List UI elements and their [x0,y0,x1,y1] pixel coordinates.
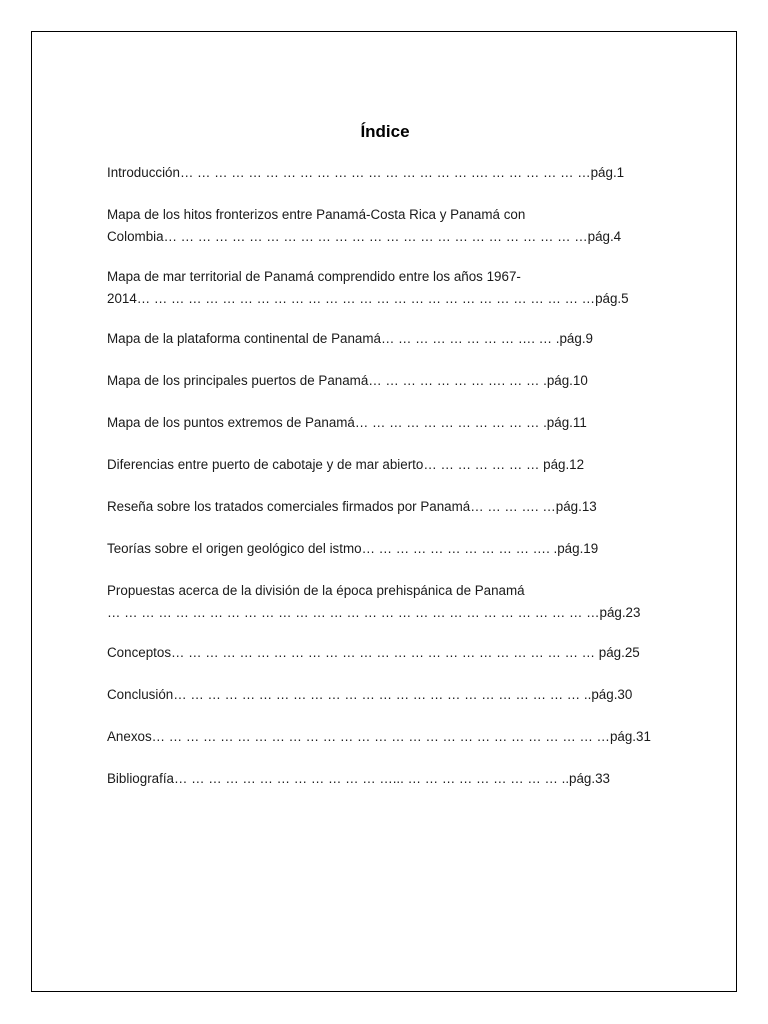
toc-entry [107,538,667,560]
toc-entry-line: Mapa de los principales puertos de Panamá… … … … … … … …. … … .pág.10 [107,373,588,388]
toc-entry-line: Diferencias entre puerto de cabotaje y de mar abierto… … … … … … … pág.12 [107,457,585,472]
document-page [31,31,737,992]
toc-entry [107,412,667,434]
toc-entry [107,768,667,790]
toc-entry [107,642,667,664]
toc-entry [107,266,667,310]
toc-entry-line: Teorías sobre el origen geológico del istmo… … … … … … … … … … …. .pág.19 [107,541,599,556]
toc-entry [107,162,667,184]
page-title: Índice [360,122,410,141]
toc-entry [107,684,667,706]
toc-entry-line: Mapa de los hitos fronterizos entre Panamá-Costa Rica y Panamá con [107,207,526,222]
toc-entry [107,580,667,624]
toc-entry-line: Conclusión… … … … … … … … … … … … … … … … … … … … … … … … ..pág.30 [107,687,633,702]
toc-entry-line: Bibliografía… … … … … … … … … … … … …... … … … … … … … … … ..pág.33 [107,771,610,786]
toc-entry-line: Mapa de los puntos extremos de Panamá… … … … … … … … … … … .pág.11 [107,415,587,430]
toc-entry [107,370,667,392]
toc-entry-line: Reseña sobre los tratados comerciales firmados por Panamá… … … …. …pág.13 [107,499,597,514]
toc-list [107,162,667,810]
toc-entry-line: 2014… … … … … … … … … … … … … … … … … … … … … … … … … … …pág.5 [107,291,629,306]
toc-entry [107,328,667,350]
toc-entry-line: Propuestas acerca de la división de la época prehispánica de Panamá [107,583,525,598]
toc-entry [107,454,667,476]
toc-entry-line: Mapa de mar territorial de Panamá comprendido entre los años 1967- [107,269,521,284]
toc-entry-line: Mapa de la plataforma continental de Panamá… … … … … … … … …. … .pág.9 [107,331,593,346]
toc-entry [107,204,667,248]
toc-entry [107,496,667,518]
toc-entry-line: … … … … … … … … … … … … … … … … … … … … … … … … … … … … …pág.23 [107,605,641,620]
toc-entry-line: Anexos… … … … … … … … … … … … … … … … … … … … … … … … … … …pág.31 [107,729,651,744]
toc-entry-line: Introducción… … … … … … … … … … … … … … … … … …. … … … … … …pág.1 [107,165,625,180]
toc-entry-line: Conceptos… … … … … … … … … … … … … … … … … … … … … … … … … pág.25 [107,645,640,660]
toc-entry-line: Colombia… … … … … … … … … … … … … … … … … … … … … … … … …pág.4 [107,229,622,244]
toc-entry [107,726,667,748]
